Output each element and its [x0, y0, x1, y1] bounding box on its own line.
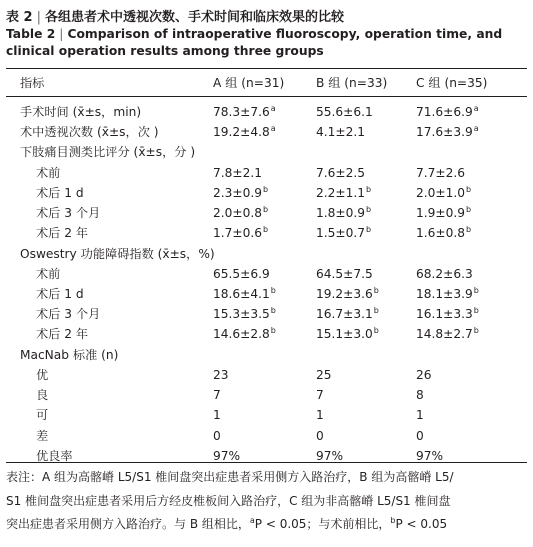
significance-superscript: b: [465, 205, 472, 215]
cell-group-a-value: 2.3±0.9: [213, 185, 262, 200]
cell-group-c-value: 8: [416, 388, 424, 403]
cell-group-a: [213, 122, 276, 144]
significance-superscript: b: [373, 286, 379, 295]
row-label-value: MacNab 标准 (n): [20, 347, 119, 362]
table-label-en: Table 2: [6, 27, 56, 41]
row-label-value: 术后 3 个月: [36, 307, 101, 322]
cell-group-a-value: 2.0±0.8: [213, 206, 262, 221]
significance-superscript: b: [262, 184, 269, 194]
significance-superscript: b: [473, 306, 479, 316]
cell-group-c: [416, 304, 479, 326]
cell-group-b-value: 7.6±2.5: [316, 165, 365, 180]
row-label-value: 术后 2 年: [36, 226, 89, 241]
cell-group-a: [213, 446, 241, 468]
cell-group-a-value: 18.6±4.1: [213, 287, 270, 301]
note-line-3: [6, 513, 529, 538]
row-label: [20, 142, 195, 162]
cell-group-b: [316, 385, 325, 407]
cell-group-a-value: 15.3±3.5: [213, 307, 270, 322]
table-header-rule: [6, 96, 527, 97]
significance-superscript: b: [373, 306, 379, 316]
cell-group-c: [416, 446, 444, 468]
table-header-row: [0, 73, 533, 93]
table-row: [0, 284, 533, 304]
cell-group-b: [316, 102, 374, 124]
cell-group-a-value: 65.5±6.9: [213, 266, 270, 281]
row-label: [36, 426, 48, 446]
cell-group-c: [416, 324, 479, 346]
cell-group-a: [213, 304, 276, 326]
table-note: [6, 466, 529, 538]
table-label-cn: 表 2: [6, 10, 33, 25]
cell-group-a: [213, 324, 276, 346]
cell-group-c: [416, 244, 417, 266]
cell-group-a: [213, 203, 268, 225]
cell-group-a: [213, 284, 276, 306]
cell-group-a: [213, 365, 230, 387]
table-row: [0, 345, 533, 365]
cell-group-a: [213, 385, 222, 407]
cell-group-b: [316, 446, 344, 468]
cell-group-b: [316, 223, 371, 245]
row-label-value: 术后 2 年: [36, 327, 89, 342]
row-label: [36, 405, 48, 425]
row-label-value: 优良率: [36, 448, 73, 463]
significance-superscript: a: [270, 104, 276, 113]
cell-group-b-value: 0: [316, 428, 324, 443]
cell-group-c-value: 2.0±1.0: [416, 185, 465, 200]
table-row: [0, 405, 533, 425]
row-label-value: 可: [36, 408, 49, 423]
cell-group-b: [316, 324, 379, 346]
cell-group-b: [316, 365, 333, 387]
note-superscript-b: b: [390, 516, 396, 525]
header-group-b: B 组 (n=33): [316, 76, 388, 90]
significance-superscript: a: [270, 124, 276, 134]
row-label-value: 术中透视次数 (x̄±s，次 ): [20, 125, 159, 140]
row-label-value: 术后 1 d: [36, 185, 84, 200]
row-label: [36, 385, 48, 405]
table-row: [0, 102, 533, 122]
cell-group-b: [316, 122, 366, 144]
significance-superscript: b: [465, 184, 472, 194]
table-row: [0, 183, 533, 203]
cell-group-b-value: 1: [316, 408, 324, 423]
table-row: [0, 163, 533, 183]
row-label: [36, 304, 100, 324]
table-row: [0, 365, 533, 385]
significance-superscript: b: [465, 225, 472, 235]
cell-group-c: [416, 345, 417, 367]
cell-group-b-value: 4.1±2.1: [316, 125, 365, 140]
table-row: [0, 426, 533, 446]
row-label: [36, 163, 60, 183]
cell-group-c: [416, 142, 417, 164]
cell-group-c: [416, 102, 479, 124]
title-text-cn: 各组患者术中透视次数、手术时间和临床效果的比较: [44, 10, 344, 25]
cell-group-a-value: 7.8±2.1: [213, 165, 262, 180]
row-label: [36, 223, 88, 243]
cell-group-c: [416, 122, 479, 144]
row-label: [20, 244, 215, 264]
cell-group-a: [213, 223, 268, 245]
cell-group-c-value: 68.2±6.3: [416, 266, 473, 281]
row-label: [20, 345, 118, 365]
header-indicator: 指标: [20, 76, 45, 90]
row-label-value: 术后 3 个月: [36, 206, 101, 221]
row-label-value: 良: [36, 388, 49, 403]
table-title-cn: [6, 6, 344, 25]
cell-group-a: [213, 426, 222, 448]
significance-superscript: b: [473, 286, 479, 295]
title-separator: |: [36, 10, 41, 25]
cell-group-b: [316, 163, 366, 185]
cell-group-c-value: 1.9±0.9: [416, 206, 465, 221]
row-label-value: 优: [36, 367, 49, 382]
title-separator: |: [59, 27, 64, 41]
cell-group-b-value: 2.2±1.1: [316, 185, 365, 200]
cell-group-a-value: 1.7±0.6: [213, 226, 262, 241]
cell-group-b-value: 7: [316, 388, 324, 403]
row-label-value: 手术时间 (x̄±s，min): [20, 105, 142, 119]
cell-group-a: [213, 345, 214, 367]
cell-group-b-value: 1.5±0.7: [316, 226, 365, 241]
cell-group-a-value: 14.6±2.8: [213, 327, 270, 342]
table-title-en: [6, 26, 531, 59]
significance-superscript: b: [270, 326, 276, 336]
note-line-1: 表注：A 组为高髂嵴 L5/S1 椎间盘突出症患者采用侧方入路治疗，B 组为高髂嵴 L5/: [6, 470, 454, 484]
note-superscript-a: a: [249, 516, 255, 525]
cell-group-c: [416, 203, 471, 225]
header-group-a: A 组 (n=31): [213, 76, 285, 90]
cell-group-c-value: 26: [416, 367, 432, 382]
cell-group-a: [213, 405, 222, 427]
row-label: [36, 203, 100, 223]
cell-group-b-value: 1.8±0.9: [316, 206, 365, 221]
cell-group-c-value: 7.7±2.6: [416, 165, 465, 180]
cell-group-b-value: 55.6±6.1: [316, 105, 373, 119]
header-group-c: C 组 (n=35): [416, 76, 488, 90]
title-text-en: Comparison of intraoperative fluoroscopy, operation time, and clinical operation results among three groups: [6, 27, 503, 58]
table-row: [0, 203, 533, 223]
table-row: [0, 223, 533, 243]
significance-superscript: b: [270, 306, 276, 316]
row-label-value: 术前: [36, 266, 61, 281]
cell-group-c: [416, 163, 466, 185]
significance-superscript: b: [365, 184, 372, 194]
cell-group-c: [416, 426, 425, 448]
significance-superscript: b: [365, 225, 372, 235]
cell-group-a: [213, 142, 214, 164]
cell-group-c: [416, 284, 479, 306]
cell-group-a: [213, 163, 263, 185]
significance-superscript: b: [270, 286, 276, 295]
significance-superscript: b: [473, 326, 479, 336]
cell-group-a-value: 78.3±7.6: [213, 105, 270, 119]
cell-group-c: [416, 385, 425, 407]
cell-group-c-value: 1.6±0.8: [416, 226, 465, 241]
cell-group-b-value: 15.1±3.0: [316, 327, 373, 342]
cell-group-b-value: 16.7±3.1: [316, 307, 373, 322]
table-row: [0, 304, 533, 324]
cell-group-c: [416, 405, 425, 427]
note-text: 突出症患者采用侧方入路治疗。与 B 组相比，: [6, 517, 250, 531]
row-label: [36, 183, 84, 203]
row-label: [20, 102, 141, 122]
cell-group-a-value: 97%: [213, 448, 241, 463]
significance-superscript: b: [262, 205, 269, 215]
cell-group-b-value: 64.5±7.5: [316, 266, 373, 281]
note-line-2: S1 椎间盘突出症患者采用后方经皮椎板间入路治疗，C 组为非高髂嵴 L5/S1 椎间盘: [6, 493, 451, 508]
row-label-value: 术前: [36, 165, 61, 180]
cell-group-c-value: 0: [416, 428, 424, 443]
significance-superscript: a: [473, 104, 479, 113]
row-label-value: 差: [36, 428, 49, 443]
cell-group-c-value: 17.6±3.9: [416, 125, 473, 140]
cell-group-a: [213, 102, 276, 124]
cell-group-a: [213, 244, 214, 266]
row-label: [36, 264, 60, 284]
table-top-rule: [6, 68, 527, 69]
row-label-value: 术后 1 d: [36, 287, 84, 301]
row-label-value: 下肢痛目测类比评分 (x̄±s，分 ): [20, 145, 196, 160]
cell-group-b: [316, 284, 379, 306]
significance-superscript: b: [365, 205, 372, 215]
cell-group-b: [316, 203, 371, 225]
table-row: [0, 142, 533, 162]
cell-group-c-value: 14.8±2.7: [416, 327, 473, 342]
cell-group-b: [316, 183, 371, 205]
row-label: [36, 324, 88, 344]
row-label: [36, 365, 48, 385]
cell-group-c-value: 71.6±6.9: [416, 105, 473, 119]
cell-group-a: [213, 264, 271, 286]
cell-group-c-value: 18.1±3.9: [416, 287, 473, 301]
cell-group-b-value: 97%: [316, 448, 344, 463]
cell-group-c-value: 97%: [416, 448, 444, 463]
table-row: [0, 385, 533, 405]
cell-group-c: [416, 223, 471, 245]
row-label-value: Oswestry 功能障碍指数 (x̄±s，%): [20, 246, 215, 261]
cell-group-c-value: 1: [416, 408, 424, 423]
cell-group-a-value: 19.2±4.8: [213, 125, 270, 140]
significance-superscript: b: [262, 225, 269, 235]
table-row: [0, 244, 533, 264]
cell-group-a: [213, 183, 268, 205]
cell-group-b-value: 25: [316, 367, 332, 382]
cell-group-c-value: 16.1±3.3: [416, 307, 473, 322]
cell-group-a-value: 1: [213, 408, 221, 423]
cell-group-b-value: 19.2±3.6: [316, 287, 373, 301]
note-text: P < 0.05；与术前相比，: [254, 517, 391, 531]
significance-superscript: a: [473, 124, 479, 134]
cell-group-b: [316, 345, 317, 367]
cell-group-a-value: 7: [213, 388, 221, 403]
table-row: [0, 324, 533, 344]
table-row: [0, 264, 533, 284]
cell-group-c: [416, 183, 471, 205]
row-label: [20, 122, 159, 142]
cell-group-b: [316, 264, 374, 286]
cell-group-c: [416, 365, 433, 387]
significance-superscript: b: [373, 326, 379, 336]
table-row: [0, 122, 533, 142]
note-text: P < 0.05: [395, 517, 448, 531]
table-bottom-rule: [6, 462, 527, 463]
cell-group-a-value: 23: [213, 367, 229, 382]
cell-group-a-value: 0: [213, 428, 221, 443]
cell-group-b: [316, 405, 325, 427]
cell-group-b: [316, 142, 317, 164]
cell-group-c: [416, 264, 474, 286]
cell-group-b: [316, 244, 317, 266]
cell-group-b: [316, 304, 379, 326]
cell-group-b: [316, 426, 325, 448]
row-label: [36, 284, 84, 304]
